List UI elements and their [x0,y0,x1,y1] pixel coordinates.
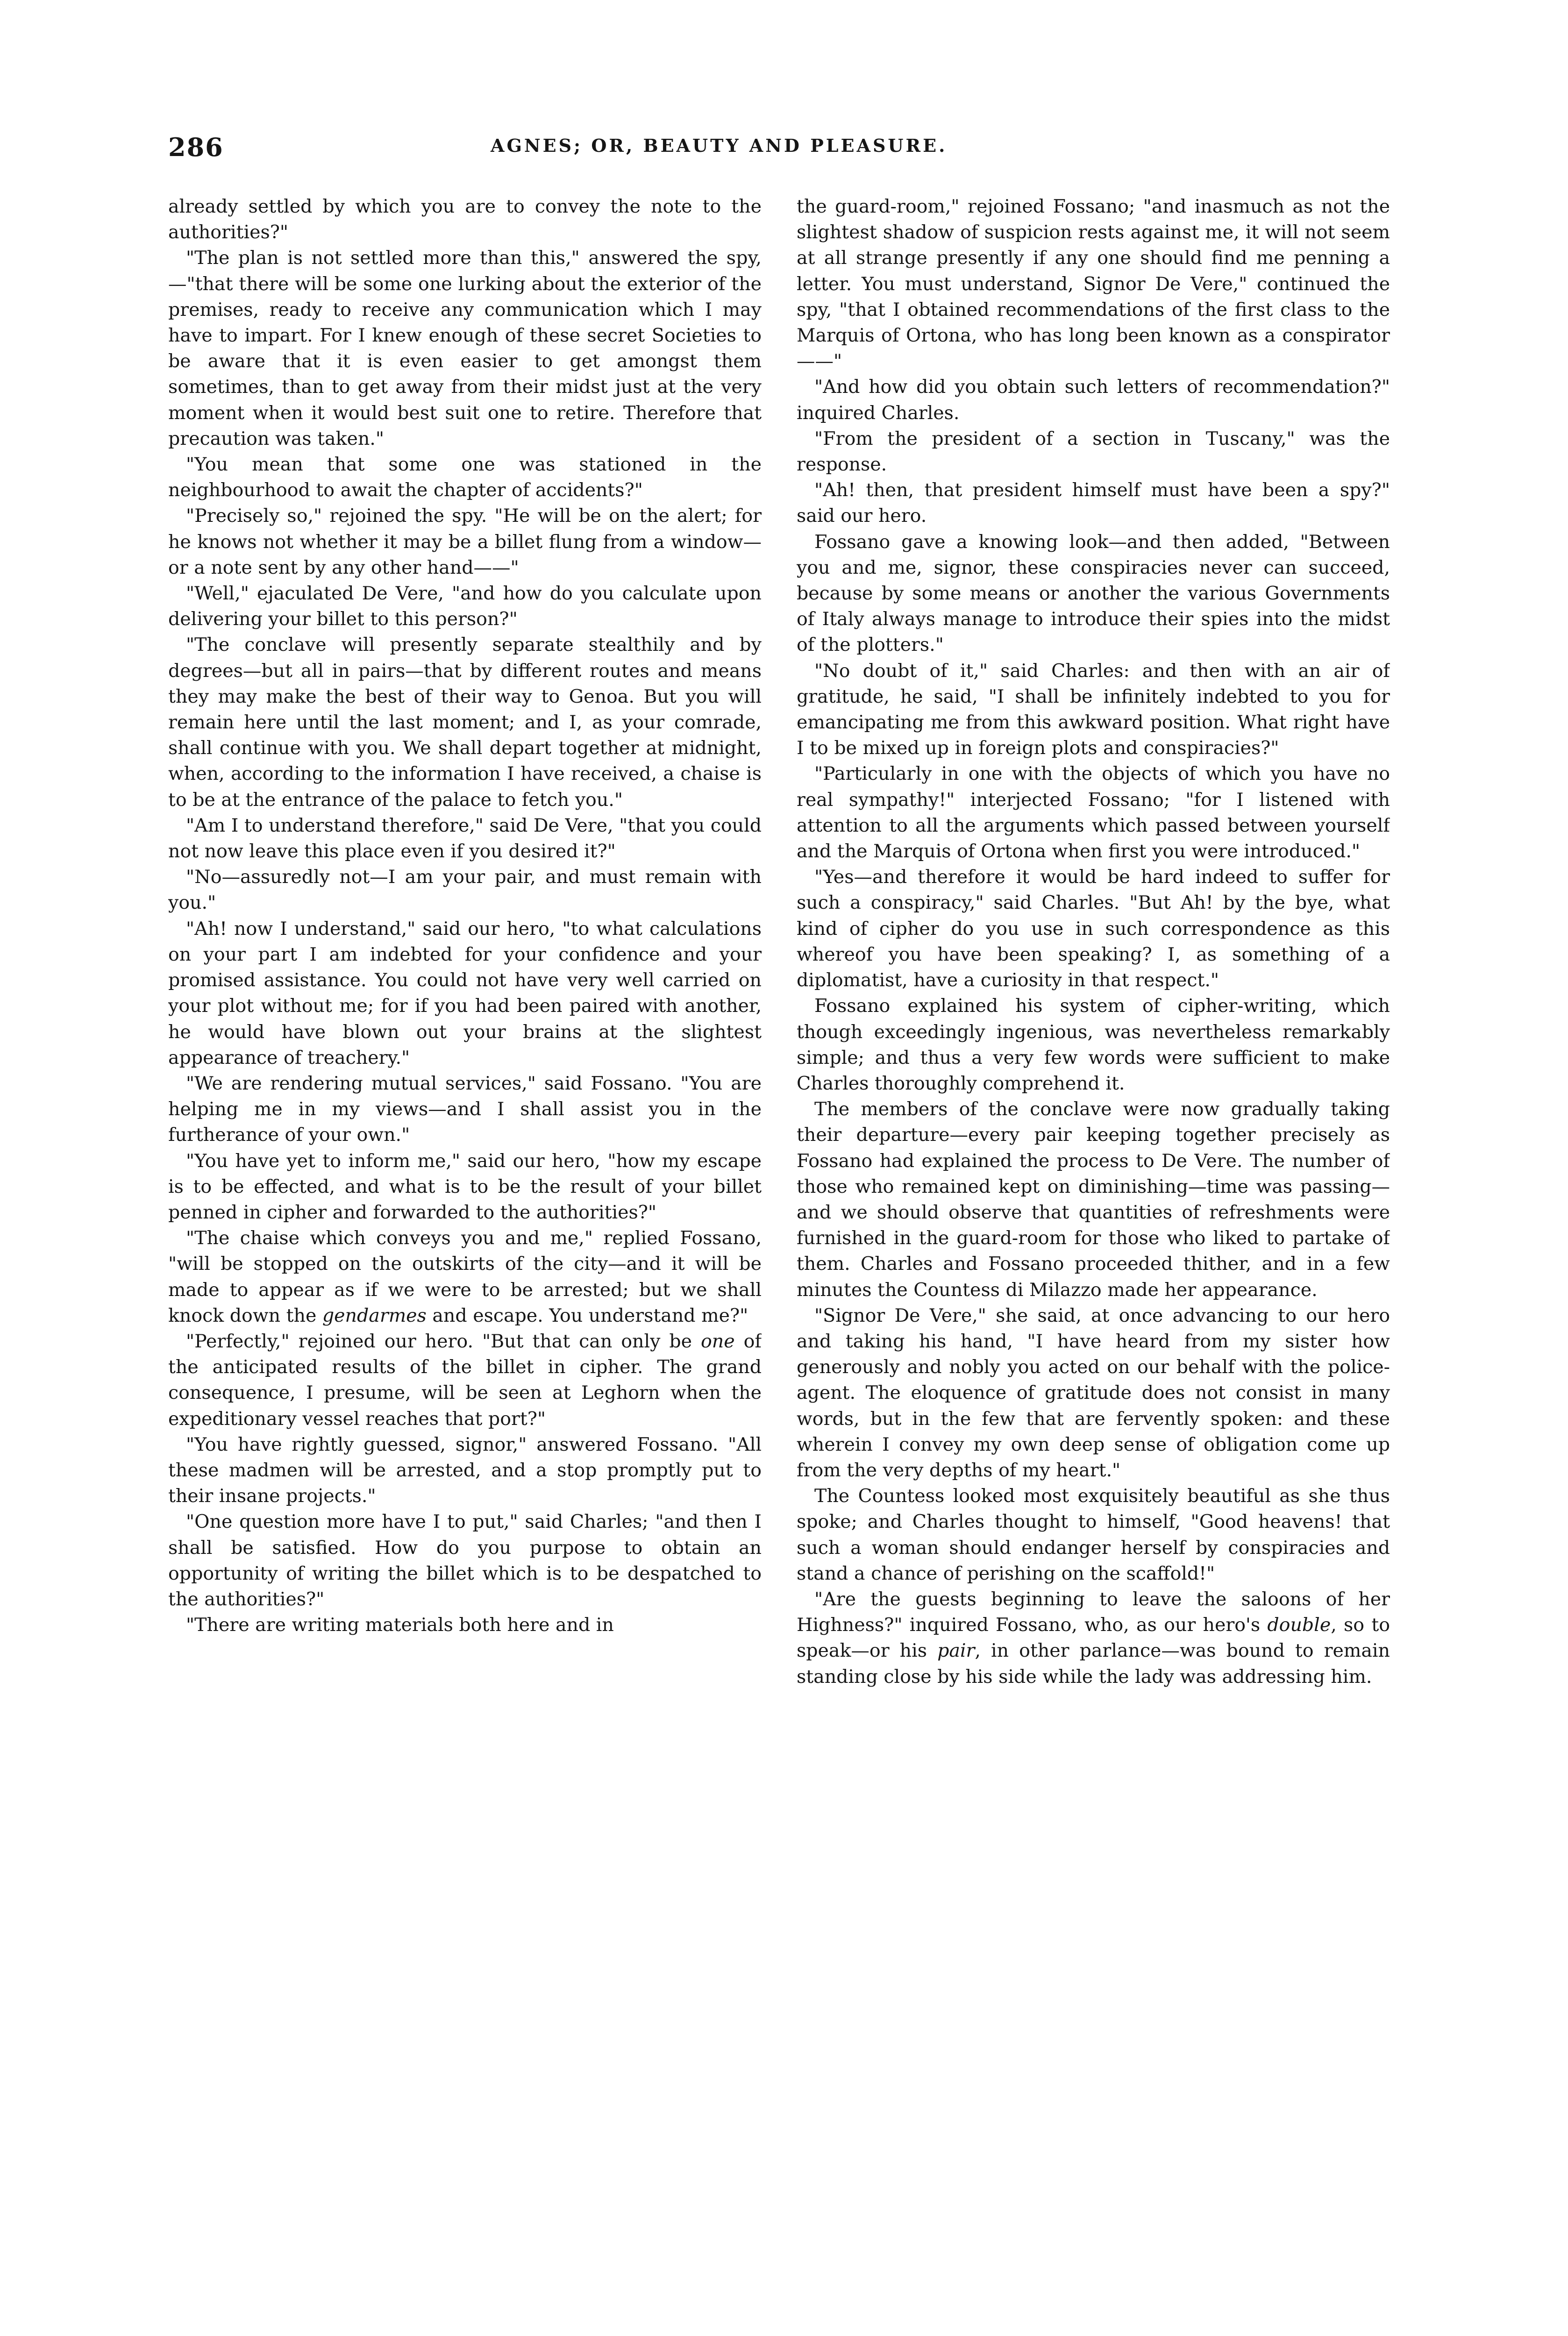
paragraph [797,1587,1390,1690]
italic-word: one [701,1330,735,1352]
left-column [168,194,762,2324]
paragraph: "Ah! now I understand," said our hero, "to what calculations on your part I am indebted for your confidence and your promised assistance. You could not have very well carried on your plot without me; for if you had been paired with another, he would have blown out your brains at the slightest appearance of treachery." [168,918,762,1068]
right-column [797,194,1390,2324]
paragraph: "From the president of a section in Tuscany," was the response. [797,427,1390,476]
paragraph: The Countess looked most exquisitely beautiful as she thus spoke; and Charles thought to himself, "Good heavens! that such a woman should endanger herself by conspiracies and stand a chance of perishing on the scaffold!" [797,1485,1390,1584]
paragraph: Fossano gave a knowing look—and then added, "Between you and me, signor, these conspiracies never can succeed, because by some means or another the various Governments of Italy always manage to introduce their spies into the midst of the plotters." [797,531,1390,656]
text-run: "Are the guests beginning to leave the saloons of her Highness?" inquired Fossano, who, as our hero's [797,1588,1390,1636]
italic-word: double [1267,1614,1331,1636]
running-title: AGNES; OR, BEAUTY AND PLEASURE. [491,135,948,156]
paragraph: "Signor De Vere," she said, at once advancing to our hero and taking his hand, "I have heard from my sister how generously and nobly you acted on our behalf with the police-agent. The eloquence of gratitude does not consist in many words, but in the few that are fervently spoken: and these wherein I convey my own deep sense of obligation come up from the very depths of my heart." [797,1304,1390,1481]
text-run: , in other parlance—was bound to remain standing close by his side while the lady was addressing him. [797,1640,1390,1688]
paragraph: "Well," ejaculated De Vere, "and how do you calculate upon delivering your billet to this person?" [168,583,762,630]
paragraph: "No—assuredly not—I am your pair, and must remain with you." [168,866,762,914]
paragraph: "The conclave will presently separate stealthily and by degrees—but all in pairs—that by different routes and means they may make the best of their way to Genoa. But you will remain here until the last moment; and I, as your comrade, shall continue with you. We shall depart together at midnight, when, according to the information I have received, a chaise is to be at the entrance of the palace to fetch you." [168,634,762,811]
paragraph: "You mean that some one was stationed in the neighbourhood to await the chapter of accidents?" [168,454,762,501]
paragraph: "Precisely so," rejoined the spy. "He will be on the alert; for he knows not whether it may be a billet flung from a window—or a note sent by any other hand——" [168,505,762,578]
italic-word: gendarmes [322,1304,427,1326]
paragraph: "And how did you obtain such letters of recommendation?" inquired Charles. [797,376,1390,424]
paragraph [168,1225,762,1329]
paragraph: Fossano explained his system of cipher-writing, which though exceedingly ingenious, was nevertheless remarkably simple; and thus a very few words were sufficient to make Charles thoroughly comprehend it. [797,995,1390,1094]
text-run: and escape. You understand me?" [426,1304,748,1326]
paragraph: The members of the conclave were now gradually taking their departure—every pair keeping together precisely as Fossano had explained the process to De Vere. The number of those who remained kept on diminishing—time was passing—and we should observe that quantities of refreshments were furnished in the guard-room for those who liked to partake of them. Charles and Fossano proceeded thither, and in a few minutes the Countess di Milazzo made her appearance. [797,1098,1390,1301]
text-run: , so to speak—or his [797,1614,1390,1662]
paragraph: "Yes—and therefore it would be hard indeed to suffer for such a conspiracy," said Charles. "But Ah! by the bye, what kind of cipher do you use in such correspondence as this whereof you have been speaking? I, as something of a diplomatist, have a curiosity in that respect." [797,866,1390,991]
italic-word: pair [937,1640,975,1662]
text-run: "The chaise which conveys you and me," replied Fossano, "will be stopped on the outskirts of the city—and it will be made to appear as if we were to be arrested; but we shall knock down the [168,1227,762,1326]
paragraph: "Particularly in one with the objects of which you have no real sympathy!" interjected Fossano; "for I listened with attention to all the arguments which passed between yourself and the Marquis of Ortona when first you were introduced." [797,763,1390,862]
page-header [168,132,1404,165]
paragraph: "Ah! then, that president himself must have been a spy?" said our hero. [797,479,1390,527]
paragraph: "No doubt of it," said Charles: and then with an air of gratitude, he said, "I shall be infinitely indebted to you for emancipating me from this awkward position. What right have I to be mixed up in foreign plots and conspiracies?" [797,660,1390,759]
paragraph: the guard-room," rejoined Fossano; "and inasmuch as not the slightest shadow of suspicion rests against me, it will not seem at all strange presently if any one should find me penning a letter. You must understand, Signor De Vere," continued the spy, "that I obtained recommendations of the first class to the Marquis of Ortona, who has long been known as a conspirator——" [797,196,1390,372]
paragraph: "There are writing materials both here and in [186,1614,614,1636]
paragraph: already settled by which you are to convey the note to the authorities?" [168,196,762,243]
paragraph [168,1329,762,1432]
paragraph: "One question more have I to put," said Charles; "and then I shall be satisfied. How do you purpose to obtain an opportunity of writing the billet which is to be despatched to the authorities?" [168,1511,762,1610]
paragraph: "The plan is not settled more than this," answered the spy,—"that there will be some one lurking about the exterior of the premises, ready to receive any communication which I may have to impart. For I knew enough of these secret Societies to be aware that it is even easier to get amongst them sometimes, than to get away from their midst just at the very moment when it would best suit one to retire. Therefore that precaution was taken." [168,247,762,449]
paragraph: "We are rendering mutual services," said Fossano. "You are helping me in my views—and I shall assist you in the furtherance of your own." [168,1072,762,1146]
paragraph: "You have rightly guessed, signor," answered Fossano. "All these madmen will be arrested, and a stop promptly put to their insane projects." [168,1433,762,1507]
paragraph: "You have yet to inform me," said our hero, "how my escape is to be effected, and what is to be the result of your billet penned in cipher and forwarded to the authorities?" [168,1150,762,1223]
paragraph: "Am I to understand therefore," said De Vere, "that you could not now leave this place even if you desired it?" [168,814,762,862]
text-run: "Perfectly," rejoined our hero. "But that can only be [186,1330,701,1352]
page-number: 286 [168,132,224,162]
text-run: of the anticipated results of the billet in cipher. The grand consequence, I presume, will be seen at Leghorn when the expeditionary vessel reaches that port?" [168,1330,762,1430]
